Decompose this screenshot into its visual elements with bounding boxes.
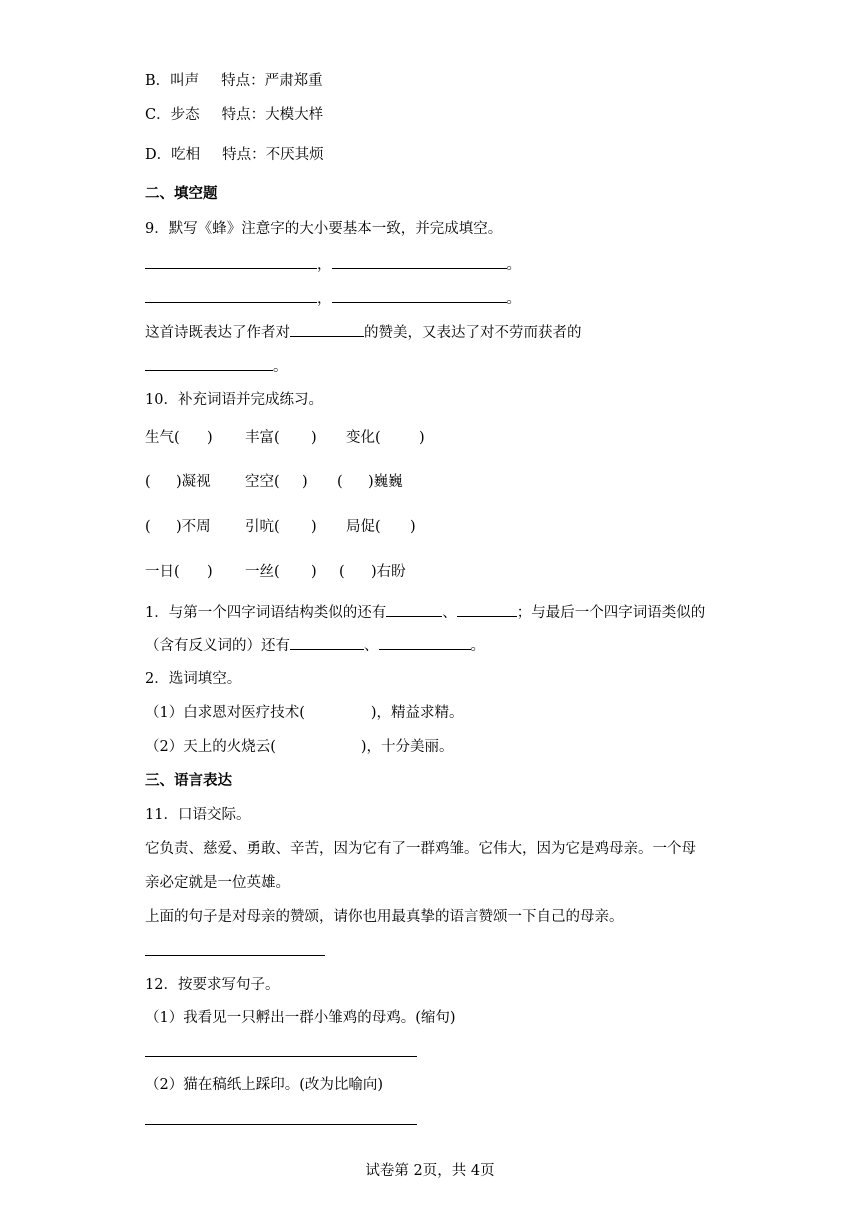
answer-blank[interactable] — [290, 322, 364, 337]
q10-sub2: 2．选词填空。 — [145, 671, 242, 687]
q9-fill-sentence-end: 。 — [145, 356, 288, 377]
q8-option-d: D．吃相 特点：不厌其烦 — [145, 147, 324, 163]
section-heading-fill-in: 二、填空题 — [145, 186, 218, 202]
answer-blank[interactable] — [145, 288, 317, 303]
q10-stem: 10．补充词语并完成练习。 — [145, 392, 323, 408]
q11-instruction: 上面的句子是对母亲的赞颂，请你也用最真挚的语言赞颂一下自己的母亲。 — [145, 909, 624, 925]
q11-paragraph-line-2: 亲必定就是一位英雄。 — [145, 875, 290, 891]
q8-option-b: B．叫声 特点：严肃郑重 — [145, 73, 323, 89]
q12-sentence-1: （1）我看见一只孵出一群小雏鸡的母鸡。(缩句) — [145, 1010, 456, 1026]
answer-blank[interactable] — [386, 602, 442, 617]
answer-blank[interactable] — [145, 356, 273, 371]
q12-answer-line-1[interactable] — [145, 1042, 417, 1063]
answer-blank[interactable] — [332, 254, 507, 269]
answer-blank[interactable] — [379, 635, 471, 650]
q10-sub1-cont: （含有反义词的）还有 、 。 — [145, 635, 485, 656]
q12-answer-line-2[interactable] — [145, 1110, 417, 1131]
q9-poem-line-2: ， 。 — [145, 288, 521, 309]
answer-blank[interactable] — [290, 635, 364, 650]
q9-fill-sentence: 这首诗既表达了作者对 的赞美，又表达了对不劳而获者的 — [145, 322, 582, 343]
q8-option-c: C．步态 特点：大模大样 — [145, 107, 324, 123]
answer-blank[interactable] — [145, 254, 317, 269]
q10-sub1: 1．与第一个四字词语结构类似的还有 、 ；与最后一个四字词语类似的 — [145, 602, 705, 623]
q10-sub2-item-1: （1）白求恩对医疗技术( )，精益求精。 — [145, 705, 464, 721]
q12-stem: 12．按要求写句子。 — [145, 977, 280, 993]
page-footer: 试卷第 2页，共 4页 — [365, 1163, 495, 1179]
answer-blank[interactable] — [332, 288, 507, 303]
q11-paragraph-line-1: 它负责、慈爱、勇敢、辛苦，因为它有了一群鸡雏。它伟大，因为它是鸡母亲。一个母 — [145, 841, 696, 857]
q10-sub2-item-2: （2）天上的火烧云( )，十分美丽。 — [145, 739, 454, 755]
answer-blank[interactable] — [457, 602, 517, 617]
q9-poem-line-1: ， 。 — [145, 254, 521, 275]
q11-stem: 11．口语交际。 — [145, 807, 251, 823]
section-heading-language-expression: 三、语言表达 — [145, 773, 232, 789]
q11-answer-line[interactable] — [145, 941, 325, 962]
q12-sentence-2: （2）猫在稿纸上踩印。(改为比喻向) — [145, 1077, 384, 1093]
q9-stem: 9．默写《蜂》注意字的大小要基本一致，并完成填空。 — [145, 221, 503, 237]
